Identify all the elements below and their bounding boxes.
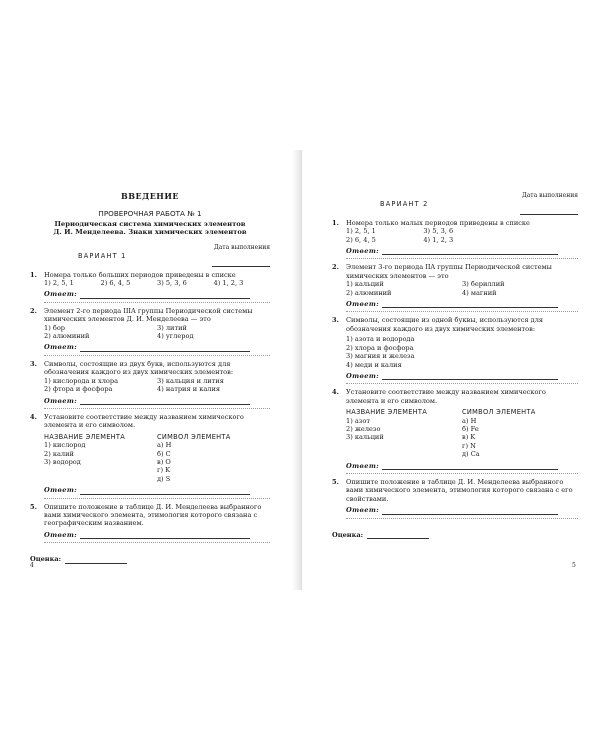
question-text: Установите соответствие между названием химического элемента и его символом. xyxy=(44,412,244,430)
grade-row xyxy=(332,531,578,539)
answer-label: Ответ: xyxy=(44,530,78,539)
question-body xyxy=(44,360,270,394)
element-name: 3) водород xyxy=(44,457,81,466)
answer-options xyxy=(346,227,578,244)
answer-options xyxy=(44,324,270,341)
answer-options xyxy=(346,335,578,369)
column-header: СИМВОЛ ЭЛЕМЕНТА xyxy=(157,432,231,441)
answer-row xyxy=(346,462,578,474)
grade-label: Оценка: xyxy=(332,530,364,539)
question xyxy=(332,263,578,297)
answer-options xyxy=(346,280,578,297)
section-title: ВВЕДЕНИЕ xyxy=(120,191,180,201)
answer-field[interactable] xyxy=(382,301,558,308)
element-name: 2) железо xyxy=(346,424,381,433)
question-text: Опишите положение в таблице Д. И. Менделеева выбранного вами химического элемента, этимология которого связана с его свойствами. xyxy=(346,477,573,503)
grade-field[interactable] xyxy=(65,557,127,564)
variant-row xyxy=(30,252,270,266)
page-number: 5 xyxy=(572,562,576,569)
question-body xyxy=(44,271,270,288)
option: 3) кальция и лития xyxy=(157,376,224,385)
answer-label: Ответ: xyxy=(346,300,380,309)
question-body xyxy=(44,307,270,341)
answer-field[interactable] xyxy=(382,373,558,380)
question xyxy=(332,388,578,458)
question-number: 4. xyxy=(332,388,339,397)
question xyxy=(332,316,578,368)
question-number: 3. xyxy=(332,316,339,325)
option: 2) алюминий xyxy=(44,332,90,341)
option: 3) 5, 3, 6 xyxy=(157,279,187,288)
option: 3) 5, 3, 6 xyxy=(423,227,454,236)
option: 1) 2, 5, 1 xyxy=(346,227,376,236)
question-body xyxy=(44,413,270,483)
option: 1) 2, 5, 1 xyxy=(44,279,74,288)
answer-label: Ответ: xyxy=(44,486,78,495)
answer-field[interactable] xyxy=(80,488,250,495)
answer-row xyxy=(44,486,270,498)
answer-label: Ответ: xyxy=(44,343,78,352)
option: 2) 6, 4, 5 xyxy=(100,279,131,288)
question-number: 3. xyxy=(30,359,37,368)
answer-row xyxy=(346,247,578,259)
answer-label: Ответ: xyxy=(346,371,380,380)
question-number: 1. xyxy=(332,218,339,227)
answer-field[interactable] xyxy=(80,398,250,405)
question-body xyxy=(346,219,578,244)
element-names-column xyxy=(44,433,157,483)
question-number: 4. xyxy=(30,412,37,421)
answer-options xyxy=(44,279,270,287)
question-body xyxy=(346,388,578,458)
option: 1) кислорода и хлора xyxy=(44,376,119,385)
element-symbol: в) O xyxy=(157,457,171,466)
option: 1) бор xyxy=(44,323,66,332)
option: 3) магния и железа xyxy=(346,352,415,361)
option: 2) хлора и фосфора xyxy=(346,343,414,352)
matching-table xyxy=(44,433,270,483)
element-symbol: г) K xyxy=(157,466,171,475)
answer-field[interactable] xyxy=(80,292,250,299)
answer-field[interactable] xyxy=(382,508,558,515)
question xyxy=(332,219,578,244)
answer-row xyxy=(346,372,578,384)
answer-row xyxy=(346,506,578,518)
element-name: 1) кислород xyxy=(44,441,86,450)
question-text: Символы, состоящие из одной буквы, используются для обозначения каждого из двух химических элементов: xyxy=(346,316,544,333)
answer-options xyxy=(44,377,270,394)
question xyxy=(30,360,270,394)
variant-heading: ВАРИАНТ 1 xyxy=(78,252,127,261)
element-symbol: б) Fe xyxy=(462,424,479,433)
question-text: Опишите положение в таблице Д. И. Менделеева выбранного вами химического элемента, этимология которого связана с географическим названием. xyxy=(44,502,262,528)
question xyxy=(30,271,270,288)
answer-field[interactable] xyxy=(80,532,250,539)
answer-field[interactable] xyxy=(382,248,558,255)
question-text: Установите соответствие между названием химического элемента и его символом. xyxy=(346,388,546,405)
answer-row xyxy=(44,343,270,355)
element-symbol: г) N xyxy=(462,441,476,450)
column-header: СИМВОЛ ЭЛЕМЕНТА xyxy=(462,408,536,417)
answer-label: Ответ: xyxy=(346,506,380,515)
option: 2) алюминий xyxy=(346,288,392,297)
question-number: 2. xyxy=(332,263,339,272)
work-title: ПРОВЕРОЧНАЯ РАБОТА № 1 xyxy=(98,209,202,219)
question xyxy=(30,503,270,528)
grade-row xyxy=(30,555,270,563)
answer-label: Ответ: xyxy=(346,461,380,470)
column-header: НАЗВАНИЕ ЭЛЕМЕНТА xyxy=(346,408,428,417)
element-symbols-column xyxy=(462,408,578,458)
option: 4) магний xyxy=(462,288,497,297)
element-symbol: б) C xyxy=(157,449,171,458)
date-field[interactable] xyxy=(212,260,270,267)
work-subtitle: Периодическая система химических элементов xyxy=(54,219,246,228)
answer-row xyxy=(44,397,270,409)
right-page-content xyxy=(332,192,578,539)
date-label: Дата выполнения xyxy=(213,243,270,251)
date-label: Дата выполнения xyxy=(521,192,578,199)
question-text: Элемент 3-го периода IIA группы Периодической системы химических элементов — это xyxy=(346,263,552,280)
element-symbol: а) H xyxy=(157,441,172,450)
variant-heading: ВАРИАНТ 2 xyxy=(380,200,429,209)
answer-field[interactable] xyxy=(80,345,250,352)
question-text: Элемент 2-го периода IIIA группы Периодической системы химических элементов Д. И. Менделеева — это xyxy=(44,306,253,324)
element-names-column xyxy=(346,408,462,458)
variant-row xyxy=(332,200,578,214)
right-page xyxy=(302,0,600,750)
column-header: НАЗВАНИЕ ЭЛЕМЕНТА xyxy=(44,432,126,441)
question-number: 5. xyxy=(332,477,339,486)
option: 1) азота и водорода xyxy=(346,335,415,344)
option: 1) кальций xyxy=(346,280,384,289)
option: 3) литий xyxy=(157,323,187,332)
question-text: Номера только больших периодов приведены в списке xyxy=(44,270,236,279)
element-symbol: в) K xyxy=(462,433,476,442)
answer-row xyxy=(346,300,578,312)
answer-label: Ответ: xyxy=(44,396,78,405)
option: 2) 6, 4, 5 xyxy=(346,235,376,244)
element-symbol: а) H xyxy=(462,416,477,425)
answer-row xyxy=(44,531,270,543)
grade-field[interactable] xyxy=(367,532,429,539)
answer-label: Ответ: xyxy=(346,247,380,256)
element-symbols-column xyxy=(157,433,270,483)
answer-row xyxy=(44,290,270,302)
element-name: 2) калий xyxy=(44,449,74,458)
matching-table xyxy=(346,408,578,458)
grade-label: Оценка: xyxy=(30,555,62,564)
question xyxy=(30,413,270,483)
work-subtitle: Д. И. Менделеева. Знаки химических элементов xyxy=(53,227,247,236)
option: 4) 1, 2, 3 xyxy=(423,235,454,244)
element-symbol: д) S xyxy=(157,474,171,483)
element-name: 1) азот xyxy=(346,416,371,425)
option: 4) углерод xyxy=(157,332,194,341)
page-number: 4 xyxy=(30,562,34,569)
option: 4) натрия и калия xyxy=(157,385,220,394)
element-name: 3) кальций xyxy=(346,433,384,442)
question-body xyxy=(346,316,578,368)
question-number: 1. xyxy=(30,270,37,279)
question-body xyxy=(346,263,578,297)
date-field[interactable] xyxy=(520,208,578,215)
option: 3) бериллий xyxy=(462,280,505,289)
element-symbol: д) Ca xyxy=(462,450,480,459)
option: 4) 1, 2, 3 xyxy=(213,279,244,288)
question-text: Номера только малых периодов приведены в списке xyxy=(346,218,530,227)
option: 2) фтора и фосфора xyxy=(44,385,113,394)
question-number: 2. xyxy=(30,306,37,315)
answer-label: Ответ: xyxy=(44,290,78,299)
question xyxy=(332,478,578,503)
question xyxy=(30,307,270,341)
question-number: 5. xyxy=(30,502,37,511)
answer-field[interactable] xyxy=(382,463,558,470)
question-text: Символы, состоящие из двух букв, используются для обозначения каждого из двух химических элементов: xyxy=(44,359,234,377)
left-page-content xyxy=(30,192,270,564)
option: 4) меди и калия xyxy=(346,360,402,369)
